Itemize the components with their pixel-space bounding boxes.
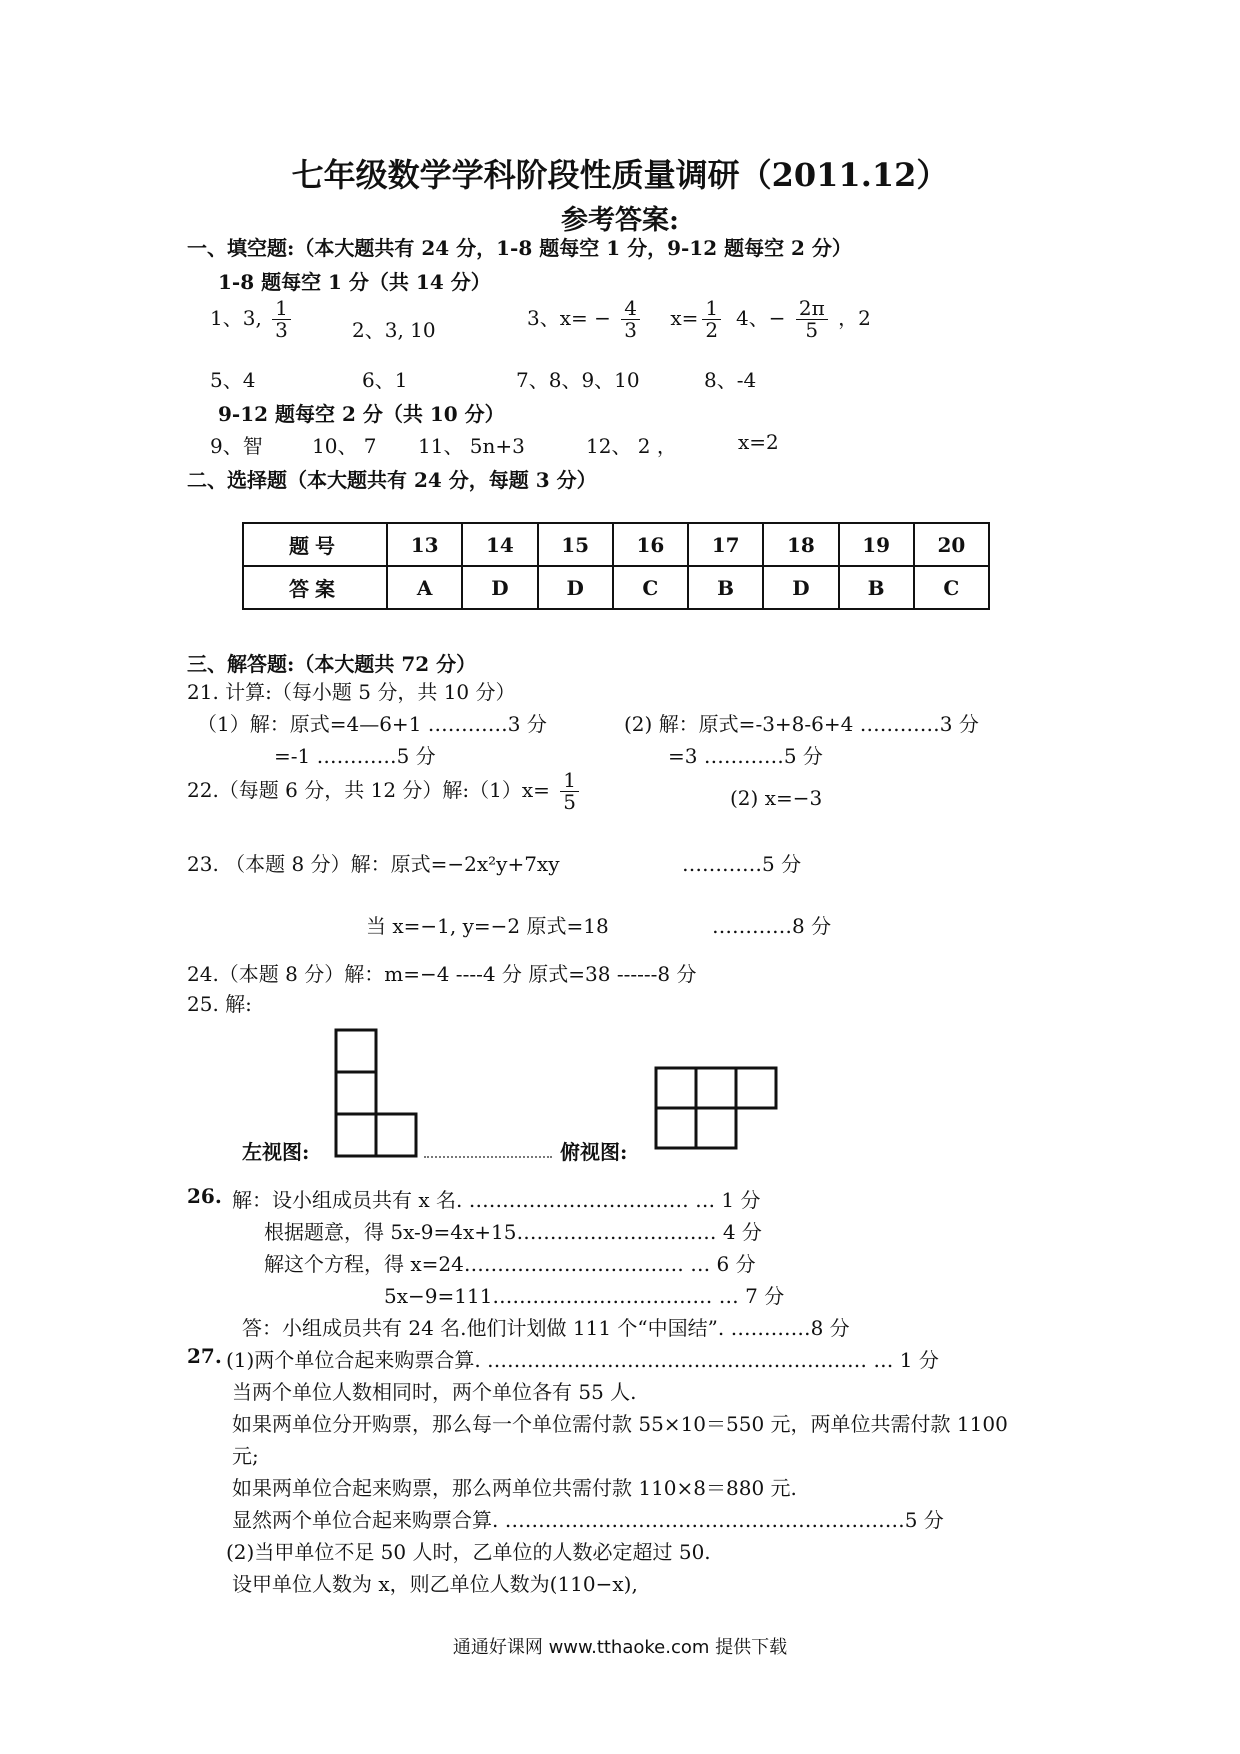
section1-sub1: 1-8 题每空 1 分（共 14 分） [218, 270, 491, 294]
q27-line3: 如果两单位分开购票，那么每一个单位需付款 55×10＝550 元，两单位共需付款 1100 [232, 1412, 1008, 1436]
answer-q5: 5、4 [210, 368, 256, 392]
answer-q12: 12、 2 ， [586, 434, 677, 458]
q26-number: 26. [187, 1184, 222, 1208]
top-view-label: 俯视图: [560, 1140, 628, 1164]
table-cell: 20 [914, 523, 989, 566]
q22-answer: 22.（每题 6 分，共 12 分）解:（1）x= $\frac{1}{5}$ [187, 770, 583, 813]
q1-fraction: $\frac{1}{3}$ [272, 298, 291, 341]
table-cell: A [387, 566, 462, 609]
answer-q9: 9、智 [210, 434, 263, 458]
q21-part2-line2: =3 …………5 分 [668, 744, 823, 768]
table-cell: D [462, 566, 537, 609]
page-title: 七年级数学学科阶段性质量调研（2011.12） [291, 156, 949, 194]
table-row [243, 566, 989, 609]
q26-line4: 5x−9=111…………………………… … 7 分 [384, 1284, 785, 1308]
answer-q11: 11、 5n+3 [418, 434, 525, 458]
section2-heading: 二、选择题（本大题共有 24 分，每题 3 分） [187, 468, 597, 492]
q26-line5: 答：小组成员共有 24 名.他们计划做 111 个“中国结”. …………8 分 [242, 1316, 850, 1340]
q26-line3: 解这个方程，得 x=24…………………………… … 6 分 [264, 1252, 756, 1276]
answer-q3: 3、x= − $\frac{4}{3}$ x= $\frac{1}{2}$ [527, 298, 725, 341]
q21-heading: 21. 计算:（每小题 5 分，共 10 分） [187, 680, 516, 704]
answer-q1: 1、3, $\frac{1}{3}$ [210, 298, 295, 341]
answer-q2: 2、3, 10 [352, 318, 436, 342]
table-cell: 19 [839, 523, 914, 566]
q23-line2: 当 x=−1, y=−2 原式=18 [366, 914, 609, 938]
q4-fraction: $\frac{2\pi}{5}$ [796, 298, 828, 341]
dotted-divider [424, 1156, 552, 1158]
table-cell: C [914, 566, 989, 609]
table-cell: C [613, 566, 688, 609]
table-cell: 15 [538, 523, 613, 566]
table-cell: 16 [613, 523, 688, 566]
table-cell: 17 [688, 523, 763, 566]
q22-part2: (2) x=−3 [730, 786, 823, 810]
section3-heading: 三、解答题:（本大题共 72 分） [187, 652, 477, 676]
q27-line4: 元; [232, 1444, 259, 1468]
q27-line2: 当两个单位人数相同时，两个单位各有 55 人. [232, 1380, 637, 1404]
answer-q6: 6、1 [362, 368, 408, 392]
table-cell: 13 [387, 523, 462, 566]
table-cell: D [763, 566, 838, 609]
q27-line8: 设甲单位人数为 x，则乙单位人数为(110−x), [232, 1572, 638, 1596]
left-view-label: 左视图: [242, 1140, 310, 1164]
answer-q4: 4、− $\frac{2\pi}{5}$ ，2 [736, 296, 871, 342]
page-subtitle: 参考答案: [561, 205, 679, 236]
left-view-figure [334, 1028, 420, 1160]
table-cell: 14 [462, 523, 537, 566]
section1-heading: 一、填空题:（本大题共有 24 分，1-8 题每空 1 分，9-12 题每空 2 分） [187, 236, 852, 260]
table-cell: D [538, 566, 613, 609]
q23-line1: 23. （本题 8 分）解：原式=−2x²y+7xy [187, 852, 560, 876]
answer-q8: 8、-4 [704, 368, 757, 392]
q3-fraction-b: $\frac{1}{2}$ [702, 298, 721, 341]
q24-answer: 24.（本题 8 分）解：m=−4 ----4 分 原式=38 ------8 分 [187, 962, 697, 986]
table-cell: B [688, 566, 763, 609]
q26-line1: 解：设小组成员共有 x 名. …………………………… … 1 分 [232, 1188, 761, 1212]
q21-part2-line1: (2) 解：原式=-3+8-6+4 …………3 分 [624, 712, 979, 736]
q27-line5: 如果两单位合起来购票，那么两单位共需付款 110×8＝880 元. [232, 1476, 797, 1500]
table-row [243, 523, 989, 566]
table-cell: B [839, 566, 914, 609]
table-cell: 18 [763, 523, 838, 566]
q27-number: 27. [187, 1344, 222, 1368]
q27-line1: (1)两个单位合起来购票合算. ………………………………………………… … 1 分 [226, 1348, 939, 1372]
q23-line2-points: …………8 分 [712, 914, 832, 938]
top-view-figure [652, 1062, 782, 1154]
q26-line2: 根据题意，得 5x-9=4x+15………………………… 4 分 [264, 1220, 762, 1244]
q21-part1-line2: =-1 …………5 分 [274, 744, 436, 768]
q23-line1-points: …………5 分 [682, 852, 802, 876]
q3-fraction-a: $\frac{4}{3}$ [621, 298, 640, 341]
row-label-number: 题号 [243, 523, 387, 566]
choice-answer-table [242, 522, 990, 610]
q21-part1-line1: （1）解：原式=4—6+1 …………3 分 [197, 712, 547, 736]
row-label-answer: 答案 [243, 566, 387, 609]
q27-line7: (2)当甲单位不足 50 人时，乙单位的人数必定超过 50. [226, 1540, 711, 1564]
answer-q10: 10、 7 [312, 434, 377, 458]
section1-sub2: 9-12 题每空 2 分（共 10 分） [218, 402, 505, 426]
q27-line6: 显然两个单位合起来购票合算. ……………………………………………………5 分 [232, 1508, 944, 1532]
answer-q7: 7、8、9、10 [516, 368, 640, 392]
footer-credit: 通通好课网 www.tthaoke.com 提供下载 [452, 1637, 788, 1658]
answer-q12b: x=2 [738, 430, 779, 454]
q22-fraction: $\frac{1}{5}$ [560, 770, 579, 813]
q25-heading: 25. 解: [187, 992, 252, 1016]
